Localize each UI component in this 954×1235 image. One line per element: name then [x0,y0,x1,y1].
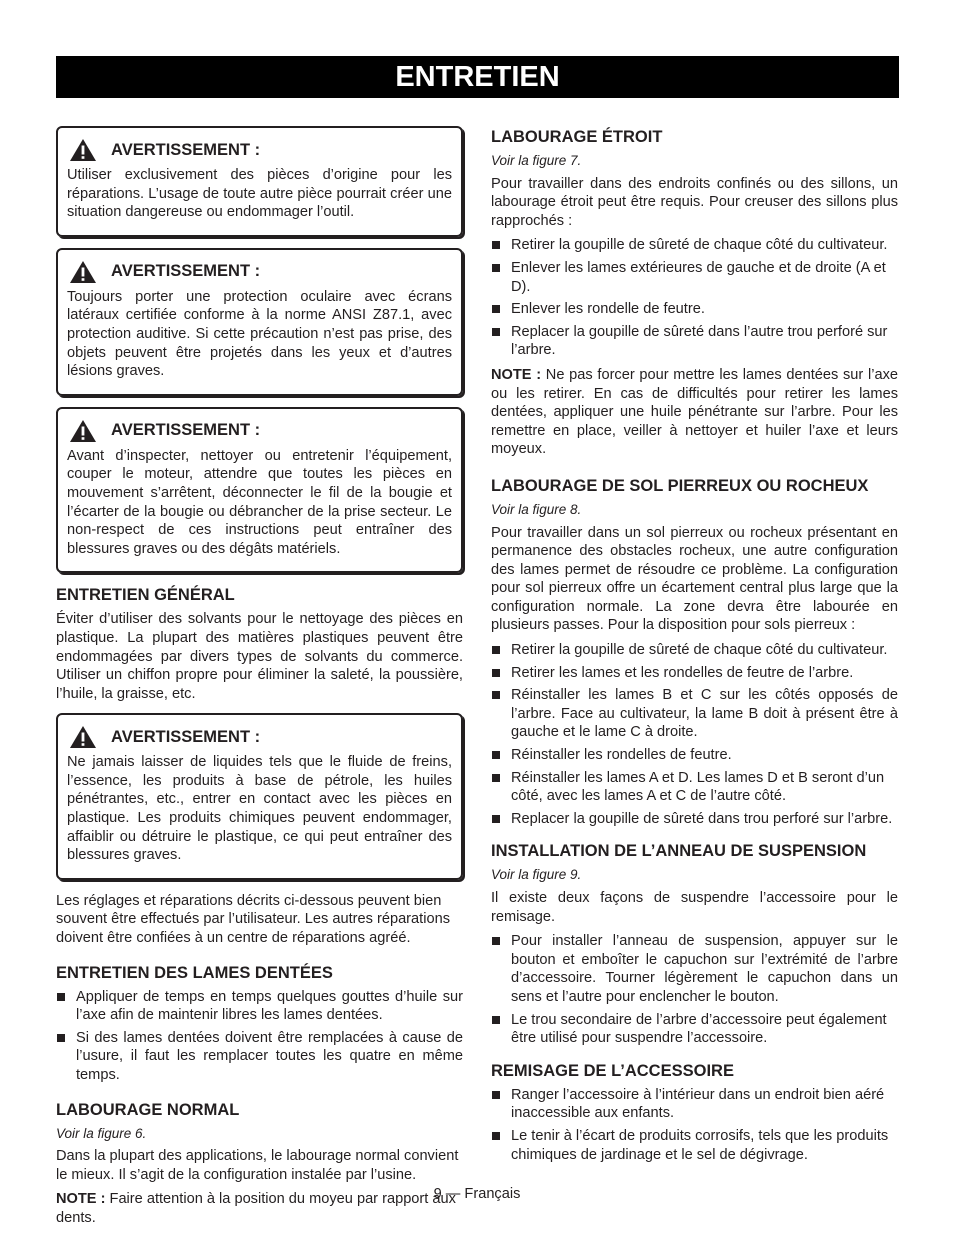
right-column [491,126,898,1170]
note-label: NOTE : [56,1191,106,1208]
figure-reference: Voir la figure 7. [491,153,582,168]
list-item: Réinstaller les rondelles de feutre. [491,746,898,765]
list-item: Réinstaller les lames B et C sur les côtés opposés de l’arbre. Face au cultivateur, la lame B doit à présent être à gauche et le lame C à droite. [491,686,898,742]
note-text: Ne pas forcer pour mettre les lames dentées sur l’axe ou les retirer. En cas de difficultés pour retirer les lames dentées, appliquer une huile pénétrante sur l’arbre. Pour les remettre en place, veiller à nettoyer et huiler l’axe et leurs moyeux. [491,366,898,458]
page-footer: 9 — Français [433,1186,521,1202]
section-heading: LABOURAGE ÉTROIT [491,128,663,146]
section-heading: ENTRETIEN GÉNÉRAL [56,586,235,605]
list-item: Enlever les rondelle de feutre. [491,300,898,319]
note-text: Faire attention à la position du moyeu par rapport aux dents. [56,1191,456,1226]
reglages-paragraph: Les réglages et réparations décrits ci-dessous peuvent bien souvent être effectués par l’utilisateur. Les autres réparations doivent être confiées à un centre de réparations agréé. [56,892,450,947]
list-item: Appliquer de temps en temps quelques gouttes d’huile sur l’axe afin de maintenir libres les lames dentées. [56,988,463,1025]
section-heading: LABOURAGE DE SOL PIERREUX OU ROCHEUX [491,476,869,495]
section-heading: LABOURAGE NORMAL [56,1100,240,1119]
section-text: Dans la plupart des applications, le labourage normal convient le mieux. Il s’agit de la configuration instalée par l’usine. [56,1148,459,1183]
figure-reference: Voir la figure 6. [56,1125,147,1141]
list-item: Le tenir à l’écart de produits corrosifs, tels que les produits chimiques de jardinage et le sel de dégivrage. [491,1127,898,1164]
warning-triangle-icon [69,138,97,162]
warning-text: Toujours porter une protection oculaire avec écrans latéraux certifiée conforme à la norme ANSI Z87.1, avec protection auditive. Si cette précaution n’est pas prise, des objets peuvent être projetés dans les yeux et d’autres lésions graves. [67,288,452,380]
list-item: Si des lames dentées doivent être remplacées à cause de l’usure, il faut les remplacer toutes les quatre en même temps. [56,1029,463,1085]
figure-reference: Voir la figure 8. [491,501,582,517]
warning-title: AVERTISSEMENT : [111,421,261,440]
note-paragraph [491,366,898,459]
warning-text: Avant d’inspecter, nettoyer ou entretenir l’équipement, couper le moteur, attendre que toutes les pièces en mouvement s’arrêtent, déconnecter le fil de la bougie et l’écarter de la bougie ou débrancher de la prise secteur. Le non-respect de ces instructions peut entraîner des blessures graves ou des dégâts matériels. [67,447,452,557]
list-item: Retirer la goupille de sûreté de chaque côté du cultivateur. [491,641,898,660]
list-item: Retirer les lames et les rondelles de feutre de l’arbre. [491,664,898,683]
section-text: Éviter d’utiliser des solvants pour le nettoyage des pièces en plastique. La plupart des matières plastiques peuvent être endommagées par divers types de solvants du commerce. Utiliser un chiffon propre pour éliminer la saleté, la poussière, l’huile, la graisse, etc. [56,611,463,702]
warning-triangle-icon [69,419,97,443]
warning-title: AVERTISSEMENT : [111,140,261,159]
warning-box-2 [56,248,463,396]
section-text: Pour travailler dans des endroits confinés ou des sillons, un labourage étroit peut être requis. Pour creuser des sillons plus rapprochés : [491,175,898,229]
list-item: Replacer la goupille de sûreté dans trou perforé sur l’arbre. [491,810,898,829]
warning-box-1 [56,126,463,237]
warning-title: AVERTISSEMENT : [111,262,261,281]
warning-triangle-icon [69,725,97,749]
section-heading: INSTALLATION DE L’ANNEAU DE SUSPENSION [491,842,867,861]
section-heading: REMISAGE DE L’ACCESSOIRE [491,1061,734,1080]
section-text: Pour travailler dans un sol pierreux ou rocheux présentant en permanence des obstacles rocheux, une autre configuration des lames permet de résoudre ce problème. La configuration pour sol pierreux offre un écartement central plus large que la configuration normale. La zone devra être labourée en plusieurs passes. Pour la disposition pour sols pierreux : [491,524,898,634]
list-item: Ranger l’accessoire à l’intérieur dans un endroit bien aéré inaccessible aux enfants. [491,1086,898,1123]
labourage-etroit-list [491,236,898,360]
warning-text: Utiliser exclusivement des pièces d’origine pour les réparations. L’usage de toute autre pièce pourrait créer une situation dangereuse ou endommager l’outil. [67,167,452,221]
list-item: Réinstaller les lames A et D. Les lames D et B seront d’un côté, avec les lames A et C de l’autre côté. [491,769,898,806]
warning-triangle-icon [69,260,97,284]
page-title: ENTRETIEN [56,56,899,98]
list-item: Replacer la goupille de sûreté dans l’autre trou perforé sur l’arbre. [491,323,898,360]
list-item: Retirer la goupille de sûreté de chaque côté du cultivateur. [491,236,898,255]
section-heading: ENTRETIEN DES LAMES DENTÉES [56,963,333,982]
list-item: Enlever les lames extérieures de gauche et de droite (A et D). [491,259,898,296]
warning-box-4 [56,713,463,880]
anneau-list [491,932,898,1048]
sol-pierreux-list [491,641,898,828]
figure-reference: Voir la figure 9. [491,867,582,883]
warning-text: Ne jamais laisser de liquides tels que le fluide de freins, l’essence, les produits à base de pétrole, les huiles pénétrantes, etc., entrer en contact avec les pièces en plastique. Les produits chimiques peuvent endommager, affaiblir ou détruire le plastique, ce qui peut entraîner des blessures graves. [67,754,452,864]
warning-title: AVERTISSEMENT : [111,727,261,746]
section-text: Il existe deux façons de suspendre l’accessoire pour le remisage. [491,890,898,925]
remisage-list [491,1086,898,1164]
lames-dentees-list [56,988,463,1085]
left-column [56,126,463,1234]
list-item: Le trou secondaire de l’arbre d’accessoire peut également être utilisé pour suspendre l’accessoire. [491,1011,898,1048]
warning-box-3 [56,407,463,574]
note-label: NOTE : [491,366,542,383]
list-item: Pour installer l’anneau de suspension, appuyer sur le bouton et emboîter le capuchon sur l’extrémité de l’arbre d’accessoire. Tourner légèrement le capuchon dans un sens et l’autre pour enclencher le bouton. [491,932,898,1006]
